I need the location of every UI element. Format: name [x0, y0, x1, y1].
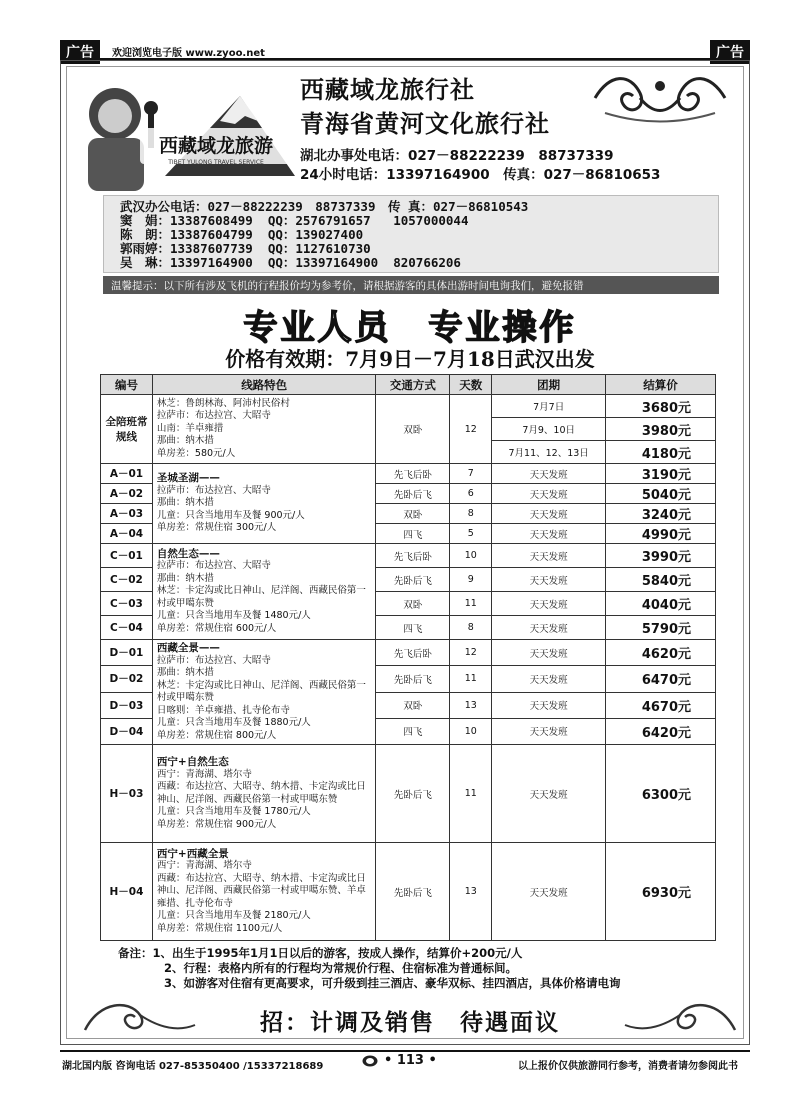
route-code: C－02	[101, 568, 153, 592]
route-code: D－02	[101, 666, 153, 692]
feature-line: 西藏：布达拉宫、大昭寺、纳木措、卡定沟或比日神山、尼洋阁、西藏民俗第一村或甲噶东赞	[156, 781, 366, 805]
days: 11	[450, 592, 492, 616]
decorative-swirl-right-icon	[620, 995, 740, 1035]
days: 10	[450, 718, 492, 744]
feature-line: 儿童：只含当地用车及餐 900元/人	[156, 509, 305, 521]
price: 3980元	[606, 418, 716, 441]
slogan: 专业人员 专业操作	[243, 308, 577, 348]
group-date: 天天发班	[492, 745, 606, 843]
route-code: H－04	[101, 843, 153, 941]
col-header-code: 编号	[101, 375, 153, 395]
feature-line: 西宁：青海湖、塔尔寺	[156, 768, 252, 780]
table-row	[101, 843, 716, 941]
days: 13	[450, 692, 492, 718]
days: 10	[450, 544, 492, 568]
feature-line: 儿童：只含当地用车及餐 1880元/人	[156, 717, 311, 728]
route-code: C－04	[101, 616, 153, 640]
days: 8	[450, 504, 492, 524]
price: 3190元	[606, 464, 716, 484]
days: 11	[450, 666, 492, 692]
warm-notice: 温馨提示：以下所有涉及飞机的行程报价均为参考价，请根据游客的具体出游时间电询我们，避免报错	[103, 276, 719, 294]
contact-person: 窦 娟：13387608499 QQ：2576791657 1057000044	[120, 213, 469, 228]
col-header-days: 天数	[450, 375, 492, 395]
transport: 双卧	[376, 395, 450, 464]
col-header-group: 团期	[492, 375, 606, 395]
ad-label-left: 广告	[60, 40, 100, 64]
group-date: 天天发班	[492, 592, 606, 616]
page-number	[362, 1053, 437, 1068]
footer-edition-contact: 湖北国内版 咨询电话 027-85350400 /15337218689	[62, 1061, 324, 1072]
footer-disclaimer: 以上报价仅供旅游同行参考，消费者请勿参阅此书	[518, 1061, 738, 1072]
price: 6470元	[606, 666, 716, 692]
price: 3990元	[606, 544, 716, 568]
price: 4180元	[606, 441, 716, 464]
logo-illustration	[70, 66, 295, 191]
transport: 四飞	[376, 524, 450, 544]
feature-line: 儿童：只含当地用车及餐 1780元/人	[156, 806, 311, 817]
feature-line: 林芝：卡定沟或比日神山、尼洋阁、西藏民俗第一村或甲噶东赞	[156, 679, 366, 703]
remarks-label: 备注：	[118, 946, 153, 960]
page-number-text: • 113 •	[384, 1053, 437, 1068]
route-title: 圣城圣湖——	[156, 472, 220, 485]
route-price-table	[100, 374, 716, 941]
feature-line: 单房差：常规住宿 800元/人	[156, 729, 277, 741]
feature-line: 那曲：纳木措	[156, 572, 214, 584]
feature-line: 拉萨市：布达拉宫、大昭寺	[156, 654, 271, 666]
price: 6420元	[606, 718, 716, 744]
logo-text: 西藏域龙旅游	[158, 135, 274, 157]
feature-line: 单房差：580元/人	[156, 447, 236, 459]
feature-line: 林芝：鲁朗林海、阿沛村民俗村	[156, 397, 290, 409]
route-features	[152, 843, 376, 941]
transport: 双卧	[376, 692, 450, 718]
price: 4670元	[606, 692, 716, 718]
group-date: 天天发班	[492, 692, 606, 718]
contact-person: 陈 朗：13387604799 QQ：139027400	[120, 227, 364, 242]
feature-line: 那曲：纳木措	[156, 667, 214, 678]
group-date: 7月7日	[492, 395, 606, 418]
agency-title-2: 青海省黄河文化旅行社	[300, 110, 550, 138]
transport: 先飞后卧	[376, 464, 450, 484]
decorative-swirl-icon	[585, 68, 735, 128]
table-header-row	[101, 375, 716, 395]
feature-line: 拉萨市：布达拉宫、大昭寺	[156, 484, 271, 496]
feature-line: 儿童：只含当地用车及餐 2180元/人	[156, 910, 311, 922]
price: 4620元	[606, 640, 716, 666]
price: 4040元	[606, 592, 716, 616]
feature-line: 林芝：卡定沟或比日神山、尼洋阁、西藏民俗第一村或甲噶东赞	[156, 585, 366, 609]
table-row	[101, 395, 716, 418]
publication-logo-icon	[362, 1055, 378, 1067]
col-header-price: 结算价	[606, 375, 716, 395]
route-code: A－03	[101, 504, 153, 524]
group-date: 天天发班	[492, 640, 606, 666]
days: 6	[450, 484, 492, 504]
route-code: C－01	[101, 544, 153, 568]
transport: 先卧后飞	[376, 666, 450, 692]
transport: 四飞	[376, 616, 450, 640]
route-code: H－03	[101, 745, 153, 843]
route-code: D－03	[101, 692, 153, 718]
route-code: A－01	[101, 464, 153, 484]
days: 11	[450, 745, 492, 843]
table-row	[101, 640, 716, 666]
logo-subtext: TIBET YULONG TRAVEL SERVICE	[168, 159, 264, 166]
feature-line: 儿童：只含当地用车及餐 1480元/人	[156, 610, 311, 622]
remarks	[118, 946, 621, 991]
transport: 双卧	[376, 504, 450, 524]
agency-title-1: 西藏域龙旅行社	[300, 76, 475, 104]
group-date: 天天发班	[492, 718, 606, 744]
welcome-text: 欢迎浏览电子版 www.zyoo.net	[112, 48, 265, 59]
transport: 先飞后卧	[376, 544, 450, 568]
table-row	[101, 745, 716, 843]
ad-label-right: 广告	[710, 40, 750, 64]
route-code: C－03	[101, 592, 153, 616]
route-code: D－01	[101, 640, 153, 666]
group-date: 天天发班	[492, 568, 606, 592]
route-title: 西宁+西藏全景	[156, 847, 229, 860]
remark-item: 2、行程：表格内所有的行程均为常规价行程、住宿标准为普通标间。	[164, 961, 517, 975]
route-features	[152, 395, 376, 464]
route-title: 西宁+自然生态	[156, 756, 229, 768]
group-date: 7月9、10日	[492, 418, 606, 441]
hubei-office-phone: 湖北办事处电话：027－88222239 88737339	[300, 148, 614, 164]
contact-person: 吴 琳：13397164900 QQ：13397164900 820766206	[120, 255, 461, 270]
transport: 四飞	[376, 718, 450, 744]
price: 6930元	[606, 843, 716, 941]
days: 5	[450, 524, 492, 544]
group-date: 天天发班	[492, 504, 606, 524]
days: 8	[450, 616, 492, 640]
route-features	[152, 745, 376, 843]
group-date: 天天发班	[492, 843, 606, 941]
group-date: 天天发班	[492, 666, 606, 692]
price: 3240元	[606, 504, 716, 524]
table-row	[101, 464, 716, 484]
days: 9	[450, 568, 492, 592]
feature-line: 那曲：纳木措	[156, 497, 214, 509]
feature-line: 单房差：常规住宿 600元/人	[156, 622, 277, 634]
group-date: 天天发班	[492, 484, 606, 504]
price-validity: 价格有效期：7月9日－7月18日武汉出发	[225, 347, 595, 371]
contact-box	[103, 195, 719, 273]
price: 5840元	[606, 568, 716, 592]
col-header-features: 线路特色	[152, 375, 376, 395]
transport: 先卧后飞	[376, 568, 450, 592]
feature-line: 拉萨市：布达拉宫、大昭寺	[156, 560, 271, 572]
transport: 先飞后卧	[376, 640, 450, 666]
recruitment-banner: 招：计调及销售 待遇面议	[260, 1010, 560, 1036]
group-date: 天天发班	[492, 524, 606, 544]
feature-line: 西藏：布达拉宫、大昭寺、纳木措、卡定沟或比日神山、尼洋阁、西藏民俗第一村或甲噶东赞、羊卓雍措、扎寺伦布寺	[156, 872, 366, 909]
route-title: 西藏全景——	[156, 642, 220, 654]
transport: 双卧	[376, 592, 450, 616]
table-row	[101, 544, 716, 568]
feature-line: 那曲：纳木措	[156, 435, 214, 447]
route-code: A－02	[101, 484, 153, 504]
feature-line: 山南：羊卓雍措	[156, 422, 224, 434]
feature-line: 日喀则：羊卓雍措、扎寺伦布寺	[156, 704, 290, 716]
remark-item: 1、出生于1995年1月1日以后的游客，按成人操作，结算价+200元/人	[152, 946, 523, 960]
group-date: 7月11、12、13日	[492, 441, 606, 464]
route-code: A－04	[101, 524, 153, 544]
days: 7	[450, 464, 492, 484]
hotline-fax: 24小时电话：13397164900 传真：027－86810653	[300, 167, 661, 183]
days: 12	[450, 640, 492, 666]
remark-item: 3、如游客对住宿有更高要求，可升级到挂三酒店、豪华双标、挂四酒店，具体价格请电询	[164, 976, 621, 990]
route-features	[152, 640, 376, 745]
transport: 先卧后飞	[376, 484, 450, 504]
days: 13	[450, 843, 492, 941]
feature-line: 单房差：常规住宿 900元/人	[156, 818, 277, 830]
group-date: 天天发班	[492, 544, 606, 568]
price: 4990元	[606, 524, 716, 544]
route-features	[152, 544, 376, 640]
bottom-rule	[60, 1050, 750, 1052]
route-code: 全陪班常规线	[101, 395, 153, 464]
transport: 先卧后飞	[376, 745, 450, 843]
price: 6300元	[606, 745, 716, 843]
transport: 先卧后飞	[376, 843, 450, 941]
decorative-swirl-left-icon	[80, 995, 200, 1035]
route-features	[152, 464, 376, 544]
group-date: 天天发班	[492, 464, 606, 484]
feature-line: 拉萨市：布达拉宫、大昭寺	[156, 410, 271, 422]
route-code: D－04	[101, 718, 153, 744]
office-phone: 武汉办公电话：027－88222239 88737339 传 真：027－86810543	[120, 199, 529, 214]
contact-person: 郭雨婷：13387607739 QQ：1127610730	[120, 241, 371, 256]
price: 5790元	[606, 616, 716, 640]
feature-line: 西宁：青海湖、塔尔寺	[156, 860, 252, 872]
route-title: 自然生态——	[156, 547, 220, 560]
group-date: 天天发班	[492, 616, 606, 640]
price: 3680元	[606, 395, 716, 418]
feature-line: 单房差：常规住宿 300元/人	[156, 522, 277, 534]
days: 12	[450, 395, 492, 464]
feature-line: 单房差：常规住宿 1100元/人	[156, 922, 283, 934]
col-header-transport: 交通方式	[376, 375, 450, 395]
price: 5040元	[606, 484, 716, 504]
